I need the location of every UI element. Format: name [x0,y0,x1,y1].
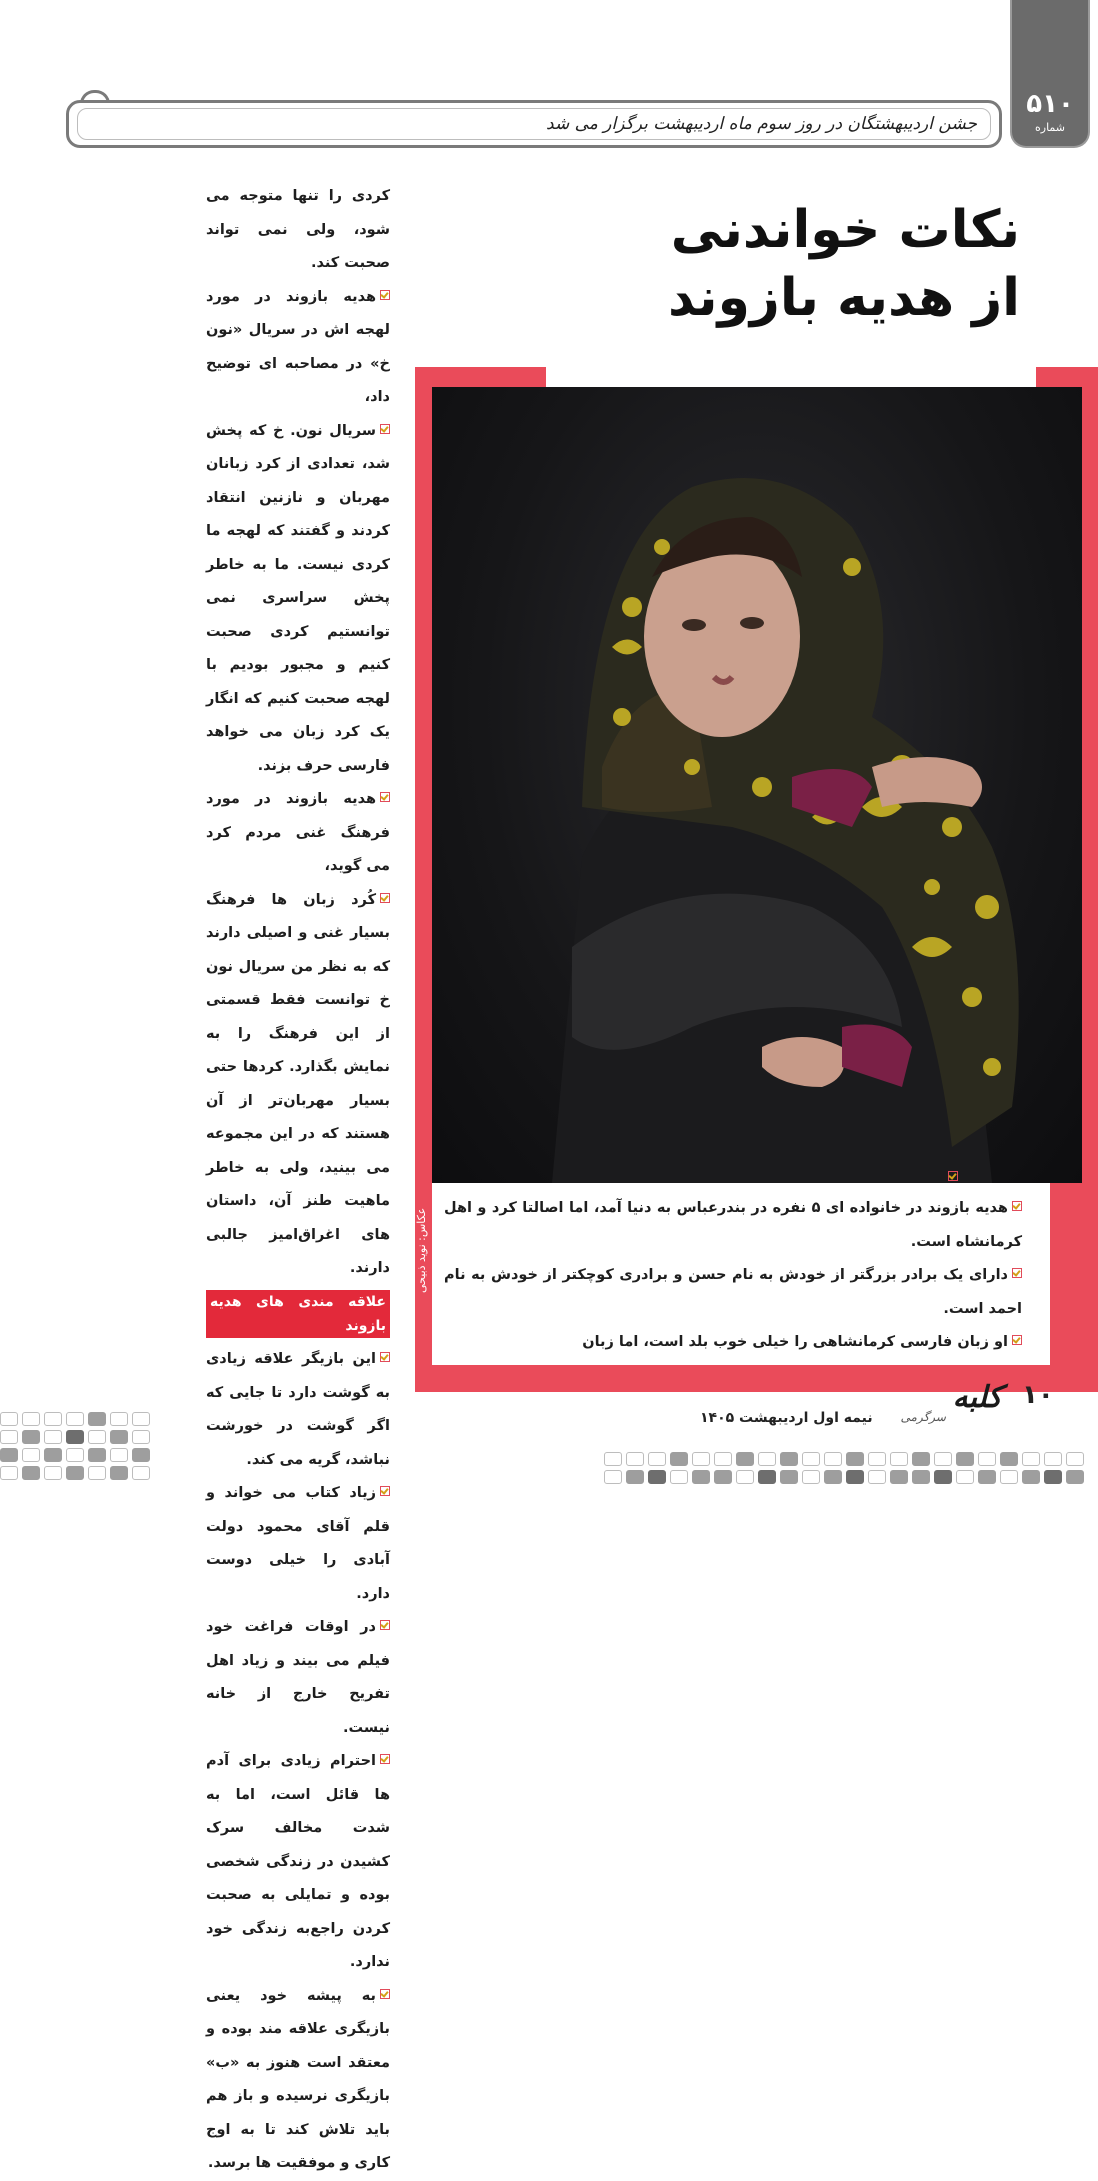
bullet-paragraph [206,1980,390,2181]
bullet-paragraph [206,1343,390,1477]
paragraph-text: سریال نون. خ که پخش شد، تعدادی از کرد زبانان مهربان و نازنین انتقاد کردند و گفتند که لهجه ما کردی نیست. ما به خاطر پخش سراسری نمی توانستیم کردی صحبت کنیم و مجبور بودیم با لهجه صحبت کنیم که انگار یک کرد زبان می خواهد فارسی حرف بزند. [206,422,390,774]
bullet-icon [1012,1201,1022,1211]
decorative-squares-bottom [604,1452,1084,1484]
photo-frame-gap [546,367,1036,387]
left-column [206,180,390,2181]
issue-number: ۵۱۰ [1026,89,1074,119]
article-title-line2: از هدیه بازوند [668,268,1020,328]
paragraph-text: او زبان فارسی کرمانشاهی را خیلی خوب بلد است، اما زبان [582,1334,1008,1350]
bullet-icon [380,290,390,300]
bullet-paragraph [444,1326,1022,1360]
paragraph-text: احترام زیادی برای آدم ها قائل است، اما به شدت مخالف سرک کشیدن در زندگی شخصی بوده و تمایلی به صحبت کردن راجع‌به زندگی خود ندارد. [206,1753,390,1970]
bullet-icon [380,1352,390,1362]
paragraph-text: هدیه بازوند در مورد فرهنگ غنی مردم کرد می گوید، [206,791,390,874]
magazine-logo [876,1380,1016,1436]
bullet-icon [380,1486,390,1496]
portrait-illustration [432,387,1082,1183]
caption-column [444,1192,1022,1360]
bullet-paragraph [444,1192,1022,1259]
paragraph-text: زیاد کتاب می خواند و قلم آقای محمود دولت آبادی را خیلی دوست دارد. [206,1485,390,1602]
article-title-line1: نکات خواندنی [670,200,1020,260]
page-number: ۱۰ [1022,1380,1054,1410]
article-title [640,196,1020,332]
decorative-squares-left [0,1412,150,1480]
bullet-paragraph [206,783,390,884]
bullet-icon [380,1620,390,1630]
issue-label: شماره [1035,121,1066,134]
paragraph-text: هدیه بازوند در مورد لهجه اش در سریال «نون خ» در مصاحبه ای توضیح داد، [206,288,390,405]
bullet-icon [1012,1268,1022,1278]
header-text: جشن اردیبهشتگان در روز سوم ماه اردیبهشت برگزار می شد [546,114,977,134]
bullet-paragraph [206,1477,390,1611]
bullet-icon [380,893,390,903]
bullet-icon [380,1754,390,1764]
portrait-photo [432,387,1082,1183]
paragraph-text: این بازیگر علاقه زیادی به گوشت دارد تا جایی که اگر گوشت در خورشت نباشد، گریه می کند. [206,1351,390,1468]
bullet-icon [380,1989,390,1999]
section-subheading: علاقه مندی های هدیه بازوند [206,1290,390,1338]
logo-subword: سرگرمی [900,1410,946,1424]
photo-credit: عکاس: نوید ذبیحی [415,1207,428,1293]
paragraph: کردی را تنها متوجه می شود، ولی نمی تواند صحبت کند. [206,188,390,271]
header-banner [66,100,1002,148]
bullet-icon [1012,1335,1022,1345]
issue-tab [1010,0,1090,148]
bullet-icon [380,424,390,434]
bullet-paragraph [206,415,390,784]
paragraph-text: هدیه بازوند در خانواده ای ۵ نفره در بندرعباس به دنیا آمد، اما اصالتا کرد و اهل کرمانشاه است. [444,1200,1022,1250]
logo-word: کلبه [952,1380,1002,1415]
paragraph-text: به پیشه خود یعنی بازیگری علاقه مند بوده و معتقد است هنوز به «ب» بازیگری نرسیده و باز هم باید تلاش کند تا به اوج کاری و موفقیت ها برسد. [206,1987,390,2171]
bullet-paragraph [206,1611,390,1745]
bullet-icon [380,792,390,802]
bullet-paragraph [206,281,390,415]
footer-date: نیمه اول اردیبهشت ۱۴۰۵ [700,1410,873,1426]
bullet-icon [948,1171,958,1181]
paragraph-text: کُرد زبان ها فرهنگ بسیار غنی و اصیلی دارند که به نظر من سریال نون خ توانست فقط قسمتی از این فرهنگ را به نمایش بگذارد. کردها حتی بسیار مهربان‌تر از آن هستند که در این مجموعه می بینید، ولی به خاطر ماهیت طنز آن، داستان های اغراق‌امیز جالبی دارند. [206,891,390,1276]
bullet-paragraph [206,1745,390,1980]
bullet-paragraph [206,884,390,1286]
bullet-paragraph [444,1259,1022,1326]
paragraph-text: در اوقات فراغت خود فیلم می بیند و زیاد اهل تفریح خارج از خانه نیست. [206,1619,390,1736]
paragraph-text: دارای یک برادر بزرگتر از خودش به نام حسن و برادری کوچکتر از خودش به نام احمد است. [444,1267,1022,1317]
